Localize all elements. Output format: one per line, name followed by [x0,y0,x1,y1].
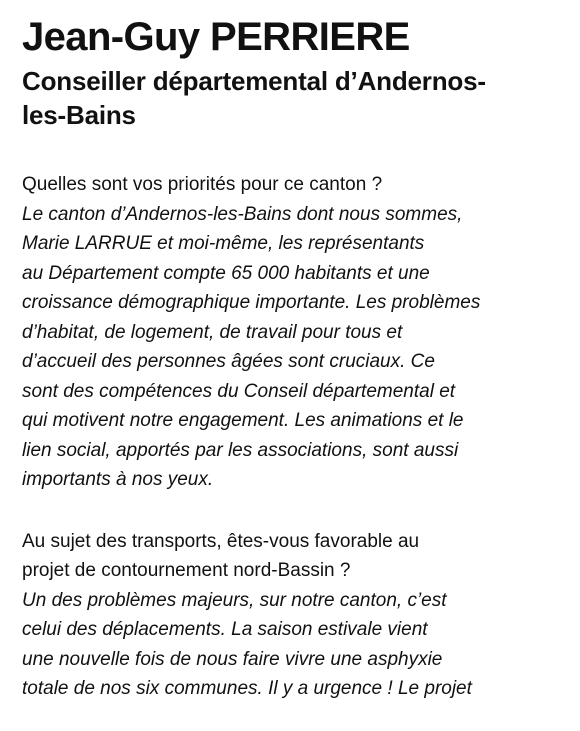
answer-line: d’habitat, de logement, de travail pour tous et [22,321,403,343]
qa-section-transports [22,527,564,704]
answer [22,200,564,495]
interviewee-role [22,64,564,132]
answer-line: sont des compétences du Conseil départemental et [22,380,456,402]
answer-line: celui des déplacements. La saison estivale vient [22,619,428,640]
answer-line: totale de nos six communes. Il y a urgence ! Le projet [22,678,472,699]
answer-line: croissance démographique importante. Les problèmes [22,292,481,313]
qa-section-priorities [22,170,564,495]
answer-line: importants à nos yeux. [22,469,214,490]
question-line: projet de contournement nord-Bassin ? [22,560,351,581]
question-line: Quelles sont vos priorités pour ce canton ? [22,174,383,195]
answer-line: Marie LARRUE et moi-même, les représentants [22,233,425,254]
role-line: les-Bains [22,100,136,130]
answer-line: lien social, apportés par les associations, sont aussi [22,439,459,461]
question-line: Au sujet des transports, êtes-vous favorable au [22,530,420,552]
answer-line: d’accueil des personnes âgées sont cruciaux. Ce [22,351,435,372]
question [22,170,564,200]
interviewee-name: Jean-Guy PERRIERE [22,15,410,59]
answer-line: qui motivent notre engagement. Les animations et le [22,410,464,431]
answer-line: Le canton d’Andernos-les-Bains dont nous sommes, [22,203,463,225]
answer [22,586,564,704]
question [22,527,564,586]
answer-line: une nouvelle fois de nous faire vivre une asphyxie [22,648,443,670]
answer-line: Un des problèmes majeurs, sur notre canton, c’est [22,589,447,611]
role-line: Conseiller départemental d’Andernos- [22,66,486,96]
answer-line: au Département compte 65 000 habitants et une [22,262,430,284]
